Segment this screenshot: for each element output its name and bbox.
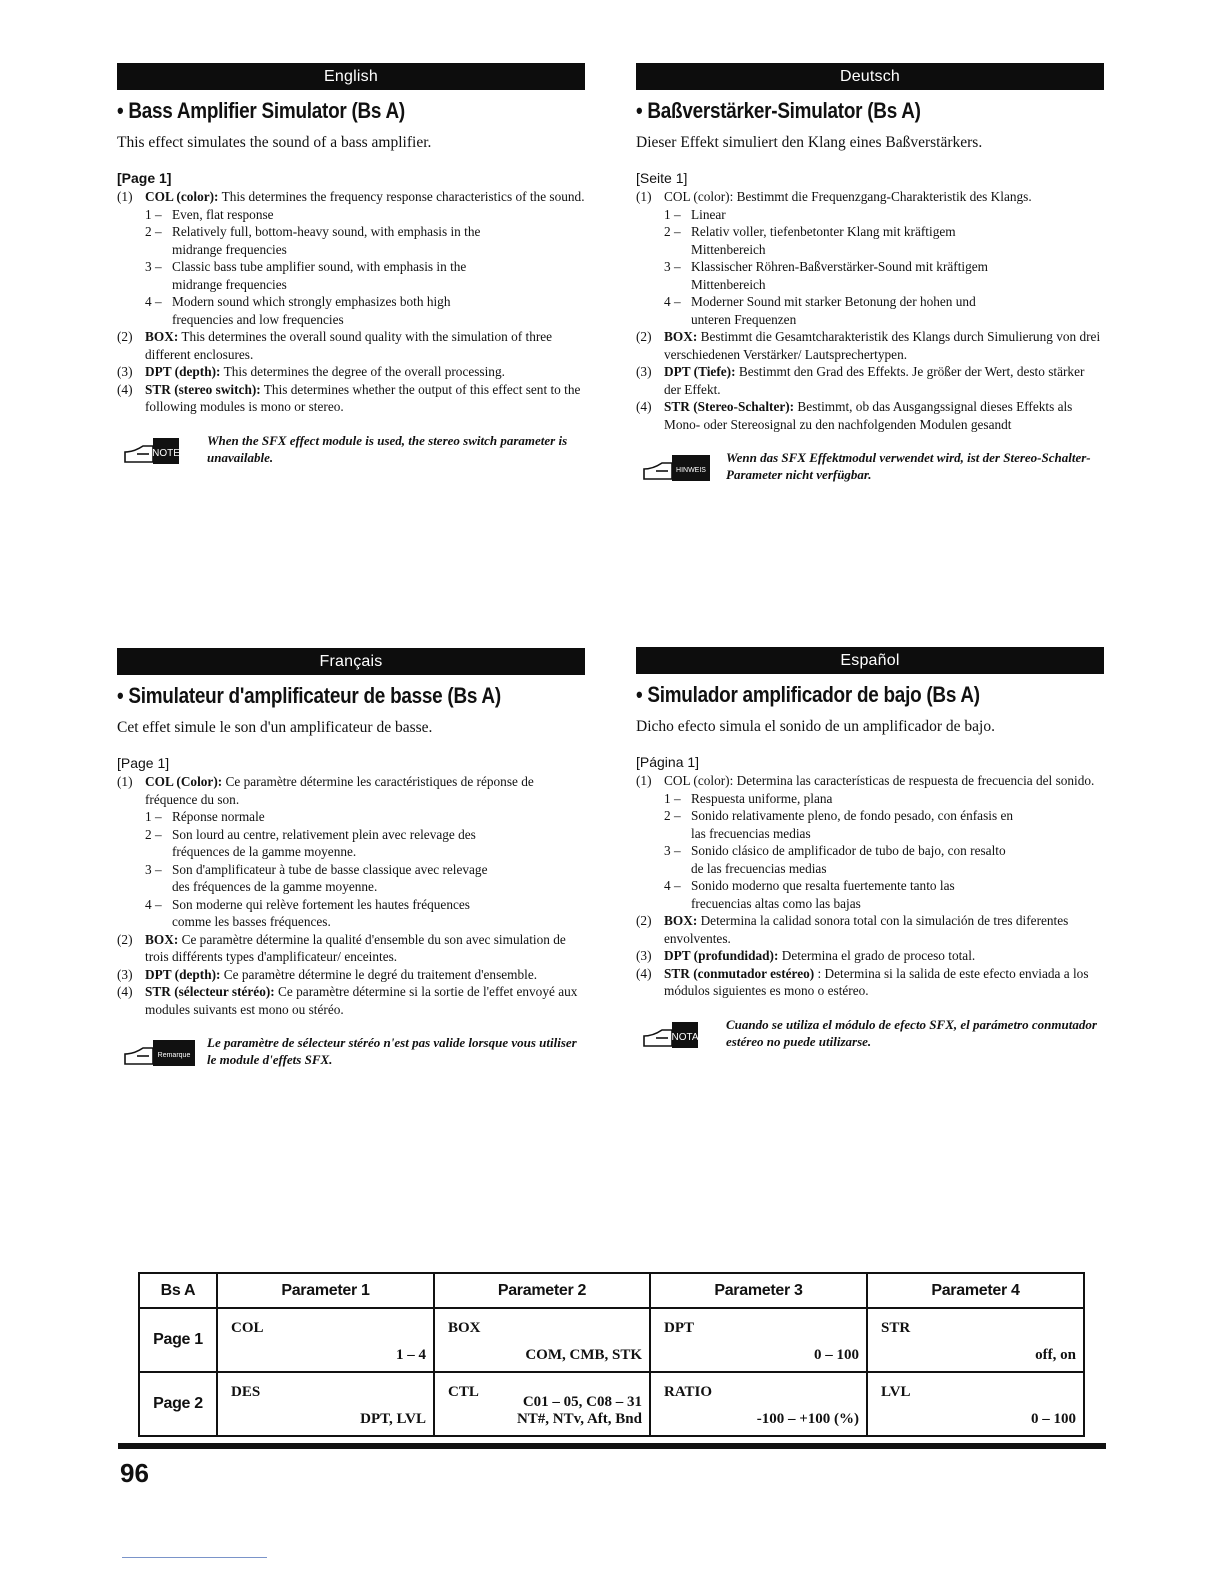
option-item: 2 – Son lourd au centre, relativement plein avec relevage des fréquences de la gamme moyenne. — [145, 826, 476, 859]
table-cell: DPT 0 – 100 — [650, 1308, 867, 1372]
table-cell: RATIO -100 – +100 (%) — [650, 1372, 867, 1436]
pointing-hand-note-icon — [117, 1034, 195, 1068]
table-cell: LVL 0 – 100 — [867, 1372, 1084, 1436]
note-text: Cuando se utiliza el módulo de efecto SFX, el parámetro conmutador estéreo no puede utilizarse. — [726, 1016, 1097, 1049]
table-header: Parameter 3 — [650, 1273, 867, 1308]
footer-divider — [122, 1557, 267, 1558]
option-item: 1 – Respuesta uniforme, plana — [664, 790, 833, 806]
param-item: (4) STR (Stereo-Schalter): Bestimmt, ob das Ausgangssignal dieses Effekts als Mono- oder Stereosignal zu den nachfolgenden Modulen gesandt — [636, 399, 1073, 432]
pointing-hand-note-icon — [117, 432, 195, 466]
note-box — [636, 1016, 1104, 1050]
note-text: Wenn das SFX Effektmodul verwendet wird, ist der Stereo-Schalter-Parameter nicht verfügbar. — [726, 450, 1091, 482]
param-list — [636, 188, 1104, 433]
table-row — [139, 1308, 1084, 1372]
param-item: (2) BOX: Ce paramètre détermine la qualité d'ensemble du son avec simulation de trois différents types d'amplificateur/ enceintes. — [117, 931, 566, 964]
param-item: (1) COL (color): This determines the frequency response characteristics of the sound. — [117, 189, 585, 204]
param-item: (1) COL (color): Bestimmt die Frequenzgang-Charakteristik des Klangs. — [636, 189, 1032, 204]
table-header: Parameter 2 — [434, 1273, 650, 1308]
option-item: 4 – Moderner Sound mit starker Betonung der hohen und unteren Frequenzen — [664, 294, 976, 327]
row-label: Page 2 — [139, 1372, 217, 1436]
table-header: Bs A — [139, 1273, 217, 1308]
note-box — [117, 1034, 585, 1068]
option-item: 2 – Relatively full, bottom-heavy sound, with emphasis in the midrange frequencies — [145, 224, 481, 257]
option-item: 1 – Réponse normale — [145, 809, 265, 824]
intro-text: Dicho efecto simula el sonido de un amplificador de bajo. — [636, 718, 995, 735]
section-heading: • Baßverstärker-Simulator (Bs A) — [636, 98, 921, 123]
section-heading: • Simulador amplificador de bajo (Bs A) — [636, 682, 980, 707]
svg-text:NOTE: NOTE — [152, 447, 180, 459]
footer-rule — [118, 1443, 1106, 1449]
param-list — [636, 772, 1104, 1000]
table-header: Parameter 1 — [217, 1273, 434, 1308]
note-text: Le paramètre de sélecteur stéréo n'est pas valide lorsque vous utiliser le module d'effets SFX. — [207, 1035, 577, 1067]
option-item: 4 – Sonido moderno que resalta fuertemente tanto las frecuencias altas como las bajas — [664, 878, 955, 911]
section-heading: • Bass Amplifier Simulator (Bs A) — [117, 98, 405, 123]
intro-text: This effect simulates the sound of a bass amplifier. — [117, 134, 432, 151]
table-cell: CTL C01 – 05, C08 – 31 NT#, NTv, Aft, Bnd — [434, 1372, 650, 1436]
param-item: (2) BOX: Determina la calidad sonora total con la simulación de tres diferentes envolventes. — [636, 913, 1069, 946]
section-deutsch — [636, 63, 1104, 483]
option-item: 2 – Sonido relativamente pleno, de fondo pesado, con énfasis en las frecuencias medias — [664, 808, 1013, 841]
option-item: 3 – Sonido clásico de amplificador de tubo de bajo, con resalto de las frecuencias medias — [664, 843, 1006, 876]
option-item: 1 – Even, flat response — [145, 206, 274, 222]
option-item: 4 – Son moderne qui relève fortement les hautes fréquences comme les basses fréquences. — [145, 896, 470, 929]
page-label: [Page 1] — [117, 170, 172, 186]
note-box — [117, 432, 585, 466]
note-box — [636, 449, 1104, 483]
svg-text:Remarque: Remarque — [157, 1052, 191, 1059]
table-header-row — [139, 1273, 1084, 1308]
table-cell: STR off, on — [867, 1308, 1084, 1372]
param-item: (3) DPT (profundidad): Determina el grado de proceso total. — [636, 948, 976, 963]
param-item: (3) DPT (depth): Ce paramètre détermine le degré du traitement d'ensemble. — [117, 966, 538, 982]
intro-text: Dieser Effekt simuliert den Klang eines Baßverstärkers. — [636, 134, 983, 151]
page-number: 96 — [120, 1458, 149, 1488]
pointing-hand-note-icon — [636, 449, 714, 483]
language-bar: English — [117, 63, 585, 90]
option-item: 4 – Modern sound which strongly emphasizes both high frequencies and low frequencies — [145, 294, 451, 327]
param-item: (2) BOX: This determines the overall sound quality with the simulation of three different enclosures. — [117, 329, 553, 362]
page-label: [Page 1] — [117, 755, 170, 771]
param-item: (3) DPT (Tiefe): Bestimmt den Grad des Effekts. Je größer der Wert, desto stärker der Effekt. — [636, 364, 1085, 397]
param-item: (4) STR (stereo switch): This determines whether the output of this effect sent to the following modules is mono or stereo. — [117, 381, 581, 414]
table-cell: COL 1 – 4 — [217, 1308, 434, 1372]
language-bar: Deutsch — [636, 63, 1104, 90]
note-text: When the SFX effect module is used, the stereo switch parameter is unavailable. — [207, 432, 568, 465]
row-label: Page 1 — [139, 1308, 217, 1372]
page-label: [Seite 1] — [636, 170, 688, 186]
param-item: (2) BOX: Bestimmt die Gesamtcharakteristik des Klangs durch Simulierung von drei verschiedenen Verstärker/ Lautsprechertypen. — [636, 329, 1101, 362]
option-item: 3 – Son d'amplificateur à tube de basse classique avec relevage des fréquences de la gamme moyenne. — [145, 861, 488, 894]
param-item: (1) COL (Color): Ce paramètre détermine les caractéristiques de réponse de fréquence du son. — [117, 774, 534, 807]
option-item: 3 – Classic bass tube amplifier sound, with emphasis in the midrange frequencies — [145, 259, 467, 292]
language-bar: Français — [117, 648, 585, 675]
option-item: 2 – Relativ voller, tiefenbetonter Klang mit kräftigem Mittenbereich — [664, 224, 956, 257]
param-item: (4) STR (sélecteur stéréo): Ce paramètre détermine si la sortie de l'effet envoyé aux modules suivants est mono ou stéréo. — [117, 984, 578, 1017]
section-espanol — [636, 647, 1104, 1050]
intro-text: Cet effet simule le son d'un amplificateur de basse. — [117, 719, 433, 736]
parameter-table — [138, 1272, 1083, 1437]
svg-text:HINWEIS: HINWEIS — [676, 467, 706, 474]
param-item: (4) STR (conmutador estéreo) : Determina si la salida de este efecto enviada a los módulos siguientes es mono o estéreo. — [636, 965, 1089, 998]
table-cell: BOX COM, CMB, STK — [434, 1308, 650, 1372]
page-label: [Página 1] — [636, 754, 700, 770]
pointing-hand-note-icon — [636, 1016, 714, 1050]
section-english — [117, 63, 585, 466]
param-list — [117, 773, 585, 1018]
section-heading: • Simulateur d'amplificateur de basse (Bs A) — [117, 683, 501, 708]
svg-text:NOTA: NOTA — [671, 1031, 699, 1043]
language-bar: Español — [636, 647, 1104, 674]
section-francais — [117, 648, 585, 1068]
option-item: 3 – Klassischer Röhren-Baßverstärker-Sound mit kräftigem Mittenbereich — [664, 259, 988, 292]
table-row — [139, 1372, 1084, 1436]
param-item: (3) DPT (depth): This determines the degree of the overall processing. — [117, 364, 505, 379]
table-cell: DES DPT, LVL — [217, 1372, 434, 1436]
option-item: 1 – Linear — [664, 206, 726, 222]
param-item: (1) COL (color): Determina las características de respuesta de frecuencia del sonido. — [636, 773, 1095, 788]
param-list — [117, 188, 585, 416]
table-header: Parameter 4 — [867, 1273, 1084, 1308]
